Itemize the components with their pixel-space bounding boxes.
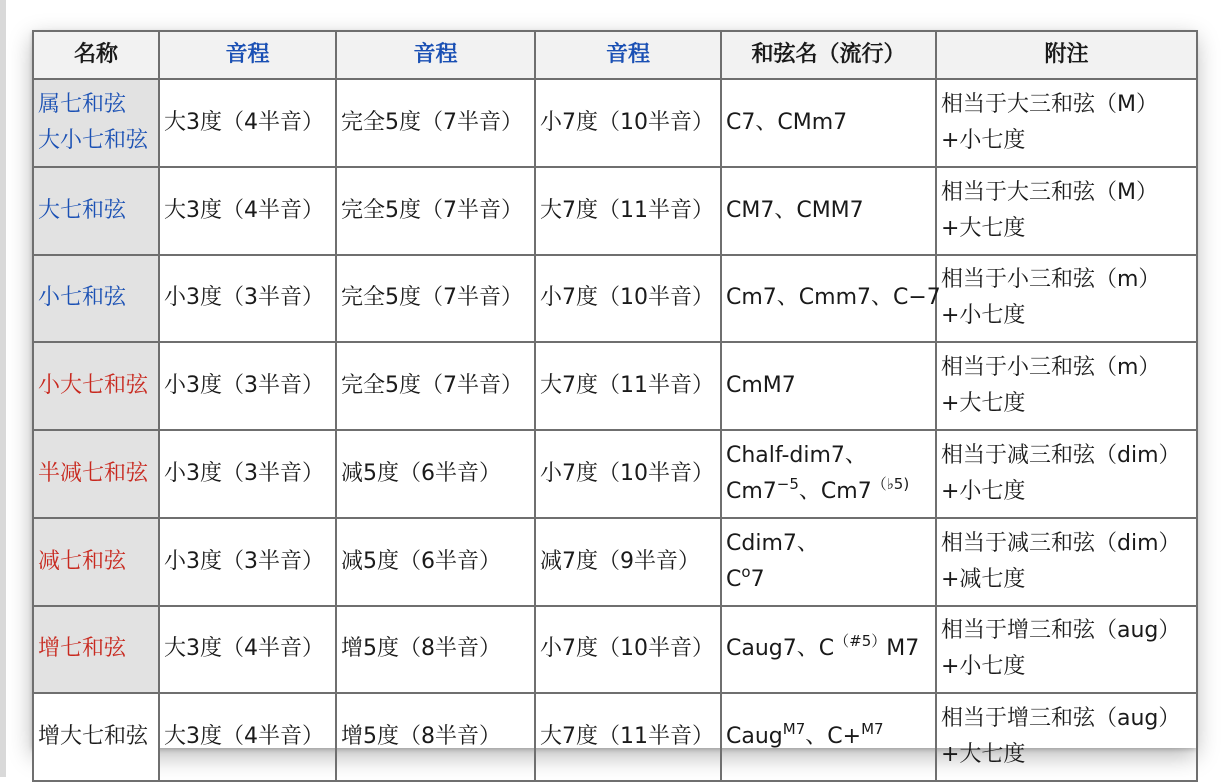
interval-cell: 小7度（10半音） [535,255,721,343]
chord-superscript: M7 [861,720,884,739]
chord-symbol-line [726,105,935,141]
chord-name-cell [33,693,159,781]
chord-name-link[interactable]: 属七和弦 [38,91,127,117]
chord-symbol-cell [721,79,936,167]
chord-name-link[interactable]: 小七和弦 [38,285,127,311]
chord-superscript: −5 [776,474,799,493]
chord-name-cell [33,518,159,606]
chord-symbol-text: Cm7、Cmm7、C−7 [726,285,941,311]
chord-symbol-text: Caug [726,724,783,750]
chord-symbol-line [726,526,935,562]
chord-symbol-text: Cm7 [726,478,777,504]
chord-name-link[interactable]: 增七和弦 [38,636,127,662]
interval-cell: 小7度（10半音） [535,79,721,167]
interval-cell: 大7度（11半音） [535,693,721,781]
note-line: 相当于减三和弦（dim） [941,530,1181,556]
chord-symbol-text: C [726,566,742,592]
note-cell [936,255,1197,343]
chord-symbol-line [726,562,935,598]
chord-symbol-text: Caug7、C [726,636,835,662]
note-line: +大七度 [941,742,1026,768]
chord-symbol-text: CM7、CMM7 [726,197,864,223]
note-line: +小七度 [941,127,1026,153]
interval-cell: 大3度（4半音） [159,167,336,255]
interval-cell: 完全5度（7半音） [336,79,535,167]
chord-symbol-text: Cdim7、 [726,530,819,556]
note-line: +减七度 [941,566,1026,592]
note-cell [936,518,1197,606]
header-interval-link[interactable]: 音程 [336,31,535,79]
chord-symbol-line [726,438,935,474]
table-row [33,518,1197,606]
note-cell [936,79,1197,167]
chord-name-cell [33,430,159,518]
interval-cell: 小7度（10半音） [535,430,721,518]
table-body [33,79,1197,781]
chord-name-cell [33,342,159,430]
table-row [33,606,1197,694]
chord-symbol-cell [721,167,936,255]
chord-superscript: M7 [782,720,806,739]
interval-cell: 减5度（6半音） [336,518,535,606]
chord-name-link[interactable]: 大七和弦 [38,197,127,223]
header-interval-link[interactable]: 音程 [535,31,721,79]
interval-cell: 完全5度（7半音） [336,255,535,343]
chord-symbol-line [726,368,935,404]
header-name: 名称 [33,31,159,79]
chord-symbol-cell [721,255,941,343]
note-line: +大七度 [941,391,1026,417]
interval-cell: 减7度（9半音） [535,518,721,606]
header-interval-link[interactable]: 音程 [159,31,336,79]
note-cell [936,606,1197,694]
chord-symbol-text: 、Cm7 [798,478,872,504]
interval-cell: 减5度（6半音） [336,430,535,518]
table-row [33,255,1197,343]
chord-symbol-text: M7 [886,636,920,662]
table-row [33,430,1197,518]
table-row [33,79,1197,167]
chord-symbol-cell [721,606,936,694]
chord-symbol-cell [721,430,936,518]
table-row [33,342,1197,430]
interval-cell: 小3度（3半音） [159,518,336,606]
note-line: 相当于小三和弦（m） [941,355,1161,381]
chord-symbol-cell [721,342,936,430]
chord-symbol-text: 7 [750,566,765,592]
chord-name-link[interactable]: 半减七和弦 [38,460,149,486]
chord-name-cell [33,79,159,167]
chord-symbol-text: 、C+ [805,724,862,750]
chord-name-cell [33,606,159,694]
chord-symbol-line [726,280,941,316]
interval-cell: 小3度（3半音） [159,342,336,430]
chord-name-link[interactable]: 大小七和弦 [38,127,149,153]
table-row [33,693,1197,781]
chord-symbol-cell [721,693,936,781]
note-cell [936,430,1197,518]
note-line: +小七度 [941,303,1026,329]
note-line: +小七度 [941,654,1026,680]
chord-symbol-text: CmM7 [726,373,796,399]
table-row [33,167,1197,255]
note-cell [936,167,1197,255]
table-frame [32,30,1196,768]
interval-cell: 增5度（8半音） [336,606,535,694]
chord-superscript: （#5） [834,632,887,651]
note-line: 相当于大三和弦（M） [941,179,1158,205]
interval-cell: 完全5度（7半音） [336,342,535,430]
note-line: 相当于小三和弦（m） [941,267,1161,293]
interval-cell: 小3度（3半音） [159,255,336,343]
interval-cell: 大7度（11半音） [535,342,721,430]
chord-name-cell [33,255,159,343]
chord-symbol-cell [721,518,936,606]
note-line: +小七度 [941,478,1026,504]
note-line: +大七度 [941,215,1026,241]
header-chord-name: 和弦名（流行） [721,31,936,79]
note-line: 相当于减三和弦（dim） [941,442,1181,468]
chord-name-link: 增大七和弦 [38,724,149,750]
chord-symbol-line [726,631,935,667]
note-line: 相当于增三和弦（aug） [941,706,1181,732]
note-line: 相当于增三和弦（aug） [941,618,1181,644]
chord-symbol-line [726,193,935,229]
note-cell [936,693,1197,781]
interval-cell: 增5度（8半音） [336,693,535,781]
chord-symbol-line [726,719,935,755]
chord-symbol-text: Chalf-dim7、 [726,442,867,468]
interval-cell: 小7度（10半音） [535,606,721,694]
interval-cell: 大3度（4半音） [159,606,336,694]
chord-symbol-line [726,474,935,510]
chord-name-link[interactable]: 减七和弦 [38,548,127,574]
note-line: 相当于大三和弦（M） [941,91,1158,117]
chord-name-link[interactable]: 小大七和弦 [38,373,149,399]
seventh-chord-table [32,30,1198,782]
header-note: 附注 [936,31,1197,79]
page-edge-rule [0,0,6,777]
chord-name-cell [33,167,159,255]
interval-cell: 大7度（11半音） [535,167,721,255]
interval-cell: 小3度（3半音） [159,430,336,518]
interval-cell: 完全5度（7半音） [336,167,535,255]
header-row [33,31,1197,79]
note-cell [936,342,1197,430]
interval-cell: 大3度（4半音） [159,693,336,781]
chord-superscript: o [741,562,751,581]
interval-cell: 大3度（4半音） [159,79,336,167]
chord-symbol-text: C7、CMm7 [726,109,848,135]
chord-superscript: （♭5) [871,474,910,493]
